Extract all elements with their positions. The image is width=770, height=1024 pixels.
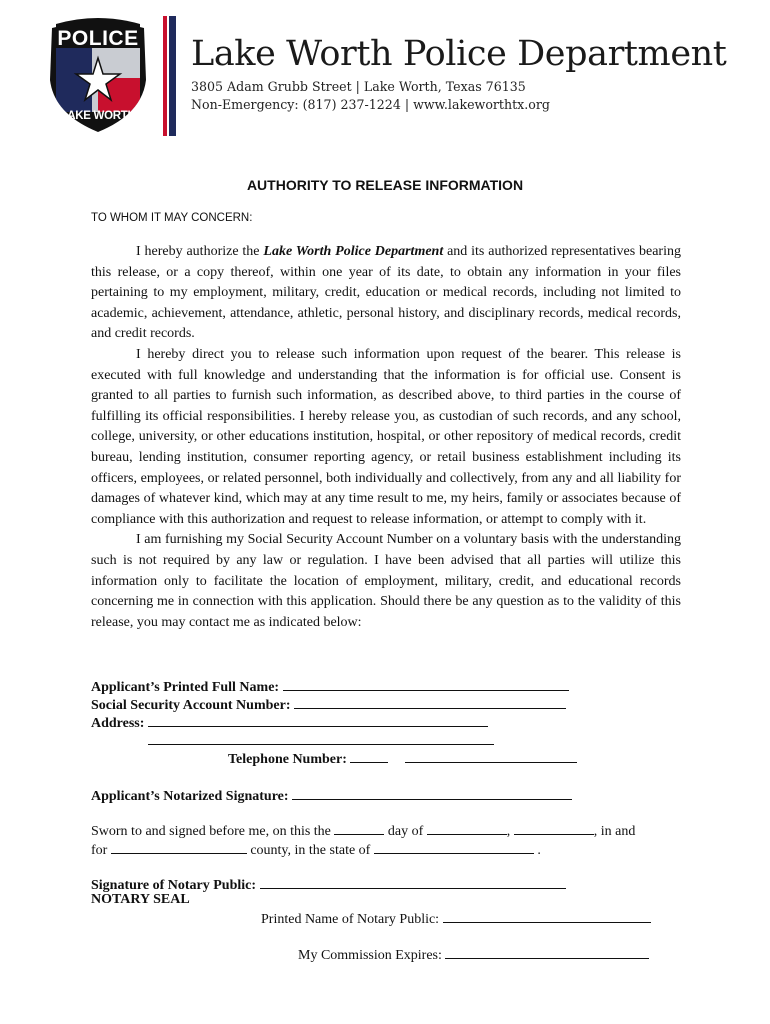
address-label: Address: (91, 716, 145, 731)
notary-printed-name-field (261, 908, 651, 929)
notarized-signature-label: Applicant’s Notarized Signature: (91, 789, 289, 804)
commission-expires-label: My Commission Expires: (298, 948, 442, 963)
telephone-field (228, 748, 577, 769)
printed-name-blank[interactable] (283, 676, 569, 691)
ssn-blank[interactable] (294, 694, 566, 709)
notary-printed-name-label: Printed Name of Notary Public: (261, 912, 440, 927)
address-blank-line-1[interactable] (148, 712, 488, 727)
badge-bottom-text: LAKE WORTH (60, 110, 136, 122)
printed-name-label: Applicant’s Printed Full Name: (91, 680, 280, 695)
sworn-line-2: for county, in the state of . (91, 839, 541, 860)
notary-printed-name-blank[interactable] (443, 908, 651, 923)
commission-expires-field (298, 944, 649, 965)
address-line: 3805 Adam Grubb Street | Lake Worth, Texas 76135 (191, 79, 526, 94)
department-contact (191, 78, 550, 114)
salutation: TO WHOM IT MAY CONCERN: (91, 212, 253, 224)
paragraph-authorization: I hereby authorize the Lake Worth Police Department and its authorized representatives bearing this release, or a copy thereof, within one year of its date, to obtain any information in your files pertaining to my employment, military, credit, education or medical records, including not limited to academic, achievement, attendance, athletic, personal history, and disciplinary records, medical records, and credit records. (91, 244, 681, 342)
notary-signature-label: Signature of Notary Public: (91, 878, 257, 893)
state-blank[interactable] (374, 839, 534, 854)
sworn-day-blank[interactable] (334, 820, 384, 835)
police-badge-logo (42, 18, 154, 136)
document-title: AUTHORITY TO RELEASE INFORMATION (246, 177, 524, 193)
ssn-label: Social Security Account Number: (91, 698, 291, 713)
telephone-number-blank[interactable] (405, 748, 577, 763)
county-blank[interactable] (111, 839, 247, 854)
telephone-label: Telephone Number: (228, 752, 347, 767)
release-body (91, 242, 681, 633)
notarized-signature-field (91, 785, 572, 806)
notary-signature-blank[interactable] (260, 874, 566, 889)
notarized-signature-blank[interactable] (292, 785, 572, 800)
paragraph-ssn: I am furnishing my Social Security Account Number on a voluntary basis with the understanding such is not required by any law or regulation. I have been advised that all parties will utilize this information only to facilitate the location of employment, military, credit, and educational records concerning me in connection with this application. Should there be any question as to the validity of this release, you may contact me as indicated below: (91, 532, 681, 630)
header-divider-red (163, 16, 167, 136)
contact-line: Non-Emergency: (817) 237-1224 | www.lakeworthtx.org (191, 97, 550, 112)
sworn-line-1: Sworn to and signed before me, on this the day of , , in and (91, 820, 635, 841)
telephone-area-blank[interactable] (350, 748, 388, 763)
department-emphasis: Lake Worth Police Department (263, 244, 444, 259)
notary-seal-label: NOTARY SEAL (91, 892, 190, 907)
sworn-year-blank[interactable] (514, 820, 594, 835)
sworn-month-blank[interactable] (427, 820, 507, 835)
address-blank-line-2[interactable] (148, 730, 494, 745)
department-title: Lake Worth Police Department (191, 34, 727, 74)
header-divider-blue (169, 16, 176, 136)
paragraph-release: I hereby direct you to release such information upon request of the bearer. This release is executed with full knowledge and understanding that the information is for official use. Consent is granted to all parties to furnish such information, as described above, to third parties in the course of fulfilling its official responsibilities. I hereby release you, as custodian of such records, and any school, college, university, or other educations institution, hospital, or other repository of medical records, credit bureau, lending institution, consumer reporting agency, or retail business establishment including its officers, employees, or related personnel, both individually and collectively, from any and all liability for damages of whatever kind, which may at any time result to me, my heirs, family or associates because of compliance with this authorization and request to release information, or attempt to comply with it. (91, 346, 681, 527)
commission-expires-blank[interactable] (445, 944, 649, 959)
badge-top-text: POLICE (57, 27, 139, 50)
